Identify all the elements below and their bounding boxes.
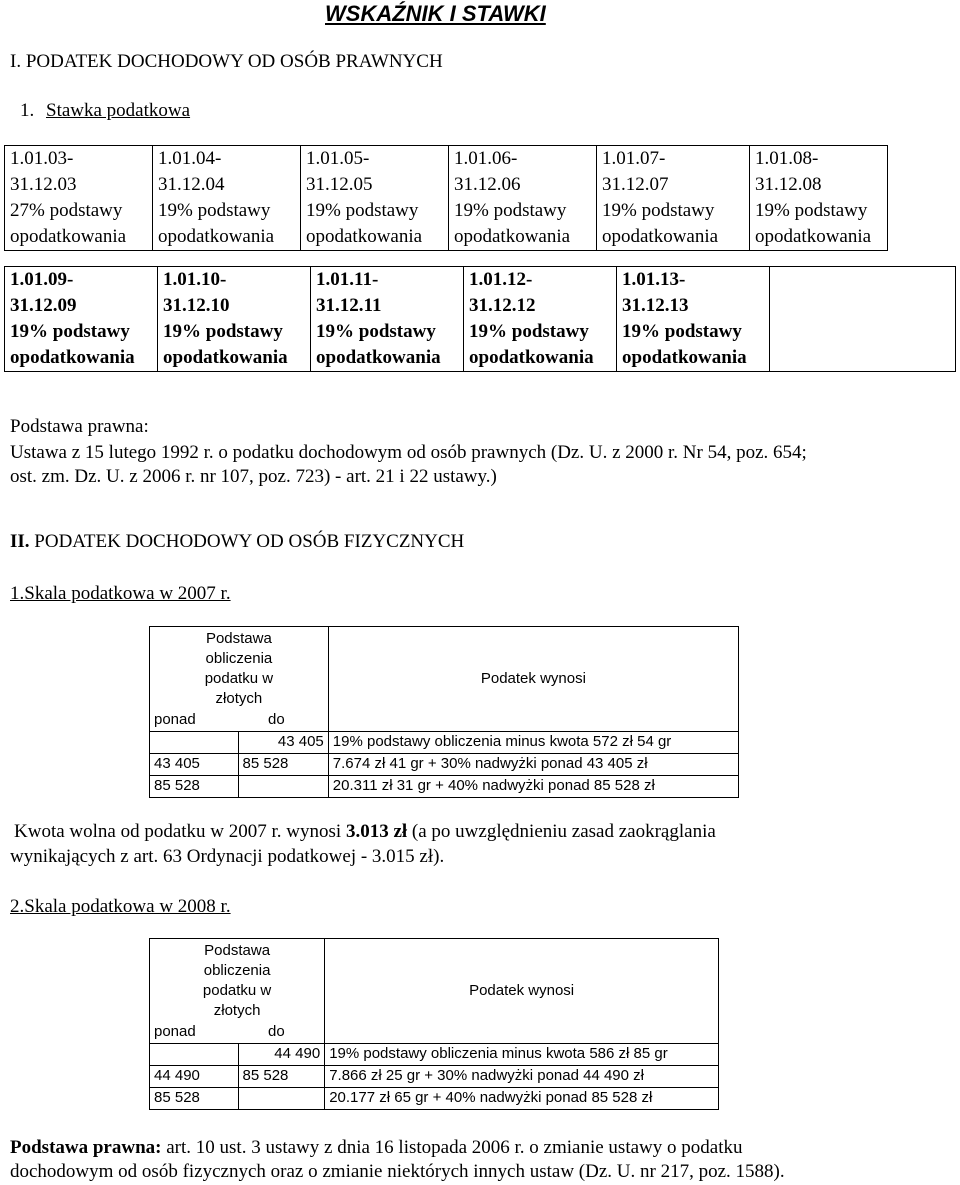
legal-basis-label: Podstawa prawna:	[10, 416, 149, 437]
note-text: Kwota wolna od podatku w 2007 r. wynosi	[14, 821, 346, 842]
tax-header: Podatek wynosi	[480, 669, 586, 687]
rate-value: 19% podstawy	[10, 321, 130, 342]
period-end: 31.12.12	[469, 295, 536, 316]
base-header-line: złotych	[215, 690, 263, 707]
period-start: 1.01.05-	[306, 148, 370, 169]
rate-cell	[597, 146, 750, 251]
period-start: 1.01.09-	[10, 269, 74, 290]
table-row	[150, 775, 739, 797]
table-row	[150, 731, 739, 753]
base-header-line: Podstawa	[204, 942, 271, 959]
rates-table-2	[4, 266, 956, 372]
note-text: (a po uwzględnieniu zasad zaokrąglania	[407, 821, 716, 842]
cell-tax: 7.674 zł 41 gr + 30% nadwyżki ponad 43 405 zł	[328, 753, 738, 775]
period-end: 31.12.10	[163, 295, 230, 316]
section2-heading	[10, 530, 464, 554]
table-row	[150, 753, 739, 775]
rate-basis: opodatkowania	[454, 226, 571, 247]
base-header-line: złotych	[213, 1002, 261, 1019]
rate-cell	[311, 267, 464, 372]
rate-basis: opodatkowania	[163, 347, 288, 368]
period-start: 1.01.08-	[755, 148, 819, 169]
cell-to: 44 490	[238, 1043, 325, 1065]
page-title: WSKAŹNIK I STAWKI	[325, 1, 546, 26]
subheading-number: 1.	[20, 100, 35, 121]
tax-header: Podatek wynosi	[469, 981, 575, 999]
cell-to	[238, 775, 328, 797]
rate-cell	[5, 146, 153, 251]
legal-basis-line-1: Ustawa z 15 lutego 1992 r. o podatku dochodowym od osób prawnych (Dz. U. z 2000 r. Nr 54, poz. 654;	[10, 442, 807, 463]
rate-value: 19% podstawy	[163, 321, 283, 342]
scale-2007-table	[149, 626, 739, 798]
scale-header-row	[150, 627, 739, 710]
col-to-header: do	[238, 1021, 325, 1043]
rate-value: 19% podstawy	[158, 200, 271, 221]
rate-basis: opodatkowania	[10, 226, 127, 247]
base-header-cell	[150, 939, 325, 1022]
section2-roman: II.	[10, 531, 30, 552]
period-end: 31.12.03	[10, 174, 77, 195]
rate-cell	[153, 146, 301, 251]
base-header-line: obliczenia	[205, 650, 273, 667]
col-to-header: do	[238, 709, 328, 731]
rate-cell	[158, 267, 311, 372]
cell-tax: 20.311 zł 31 gr + 40% nadwyżki ponad 85 528 zł	[328, 775, 738, 797]
rate-value: 19% podstawy	[316, 321, 436, 342]
period-start: 1.01.12-	[469, 269, 533, 290]
period-start: 1.01.11-	[316, 269, 379, 290]
cell-from	[150, 731, 239, 753]
period-end: 31.12.09	[10, 295, 77, 316]
period-start: 1.01.04-	[158, 148, 222, 169]
table-row	[150, 1087, 719, 1109]
rate-value: 19% podstawy	[306, 200, 419, 221]
base-header-line: obliczenia	[203, 962, 271, 979]
rates-table-1	[4, 145, 888, 251]
legal-basis-2-label: Podstawa prawna:	[10, 1137, 162, 1158]
period-start: 1.01.03-	[10, 148, 74, 169]
scale-2007-heading: 1.Skala podatkowa w 2007 r.	[10, 583, 231, 604]
cell-from: 85 528	[150, 1087, 239, 1109]
period-end: 31.12.13	[622, 295, 689, 316]
rate-basis: opodatkowania	[316, 347, 441, 368]
rate-basis: opodatkowania	[755, 226, 872, 247]
period-start: 1.01.07-	[602, 148, 666, 169]
rate-value: 19% podstawy	[469, 321, 589, 342]
rates-row	[5, 267, 956, 372]
rate-basis: opodatkowania	[622, 347, 747, 368]
note-amount: 3.013 zł	[345, 821, 408, 842]
period-end: 31.12.05	[306, 174, 373, 195]
tax-free-note-line-1	[14, 820, 716, 844]
tax-header-cell	[328, 627, 738, 732]
rate-value: 19% podstawy	[454, 200, 567, 221]
rate-basis: opodatkowania	[10, 347, 135, 368]
period-end: 31.12.04	[158, 174, 225, 195]
rate-basis: opodatkowania	[469, 347, 594, 368]
cell-from: 43 405	[150, 753, 239, 775]
cell-to: 85 528	[238, 753, 328, 775]
period-start: 1.01.06-	[454, 148, 518, 169]
cell-tax: 20.177 zł 65 gr + 40% nadwyżki ponad 85 528 zł	[325, 1087, 719, 1109]
rate-basis: opodatkowania	[158, 226, 275, 247]
rate-cell-empty	[770, 267, 956, 372]
cell-tax: 19% podstawy obliczenia minus kwota 586 zł 85 gr	[325, 1043, 719, 1065]
tax-header-cell	[325, 939, 719, 1044]
legal-basis-2-line-2: dochodowym od osób fizycznych oraz o zmianie niektórych innych ustaw (Dz. U. nr 217, poz. 1588).	[10, 1161, 785, 1182]
cell-tax: 19% podstawy obliczenia minus kwota 572 zł 54 gr	[328, 731, 738, 753]
rate-basis: opodatkowania	[306, 226, 423, 247]
base-header-cell	[150, 627, 329, 710]
rate-basis: opodatkowania	[602, 226, 719, 247]
legal-basis-2-text: art. 10 ust. 3 ustawy z dnia 16 listopada 2006 r. o zmianie ustawy o podatku	[161, 1137, 743, 1158]
subheading-rate: Stawka podatkowa	[46, 100, 191, 121]
cell-to: 43 405	[238, 731, 328, 753]
base-header-line: Podstawa	[205, 630, 272, 647]
rate-value: 19% podstawy	[622, 321, 742, 342]
base-header-line: podatku w	[204, 670, 274, 687]
period-end: 31.12.11	[316, 295, 382, 316]
rates-row	[5, 146, 888, 251]
cell-to	[238, 1087, 325, 1109]
cell-tax: 7.866 zł 25 gr + 30% nadwyżki ponad 44 490 zł	[325, 1065, 719, 1087]
cell-from	[150, 1043, 239, 1065]
legal-basis-2-line-1	[10, 1136, 742, 1160]
rate-cell	[617, 267, 770, 372]
col-from-header: ponad	[150, 709, 239, 731]
section1-heading: I. PODATEK DOCHODOWY OD OSÓB PRAWNYCH	[10, 51, 443, 72]
legal-basis-line-2: ost. zm. Dz. U. z 2006 r. nr 107, poz. 723) - art. 21 i 22 ustawy.)	[10, 466, 497, 487]
rate-cell	[5, 267, 158, 372]
table-row	[150, 1065, 719, 1087]
scale-header-row	[150, 939, 719, 1022]
rate-value: 19% podstawy	[602, 200, 715, 221]
table-row	[150, 1043, 719, 1065]
rate-cell	[464, 267, 617, 372]
period-end: 31.12.06	[454, 174, 521, 195]
rate-value: 19% podstawy	[755, 200, 868, 221]
base-header-line: podatku w	[202, 982, 272, 999]
period-start: 1.01.10-	[163, 269, 227, 290]
tax-free-note-line-2: wynikających z art. 63 Ordynacji podatkowej - 3.015 zł).	[10, 846, 445, 867]
rate-cell	[301, 146, 449, 251]
period-start: 1.01.13-	[622, 269, 686, 290]
period-end: 31.12.08	[755, 174, 822, 195]
col-from-header: ponad	[150, 1021, 239, 1043]
rate-cell	[449, 146, 597, 251]
cell-to: 85 528	[238, 1065, 325, 1087]
cell-from: 85 528	[150, 775, 239, 797]
rate-cell	[750, 146, 888, 251]
cell-from: 44 490	[150, 1065, 239, 1087]
section2-heading-text: PODATEK DOCHODOWY OD OSÓB FIZYCZNYCH	[34, 531, 465, 552]
rate-value: 27% podstawy	[10, 200, 123, 221]
scale-2008-heading: 2.Skala podatkowa w 2008 r.	[10, 896, 231, 917]
period-end: 31.12.07	[602, 174, 669, 195]
scale-2008-table	[149, 938, 719, 1110]
